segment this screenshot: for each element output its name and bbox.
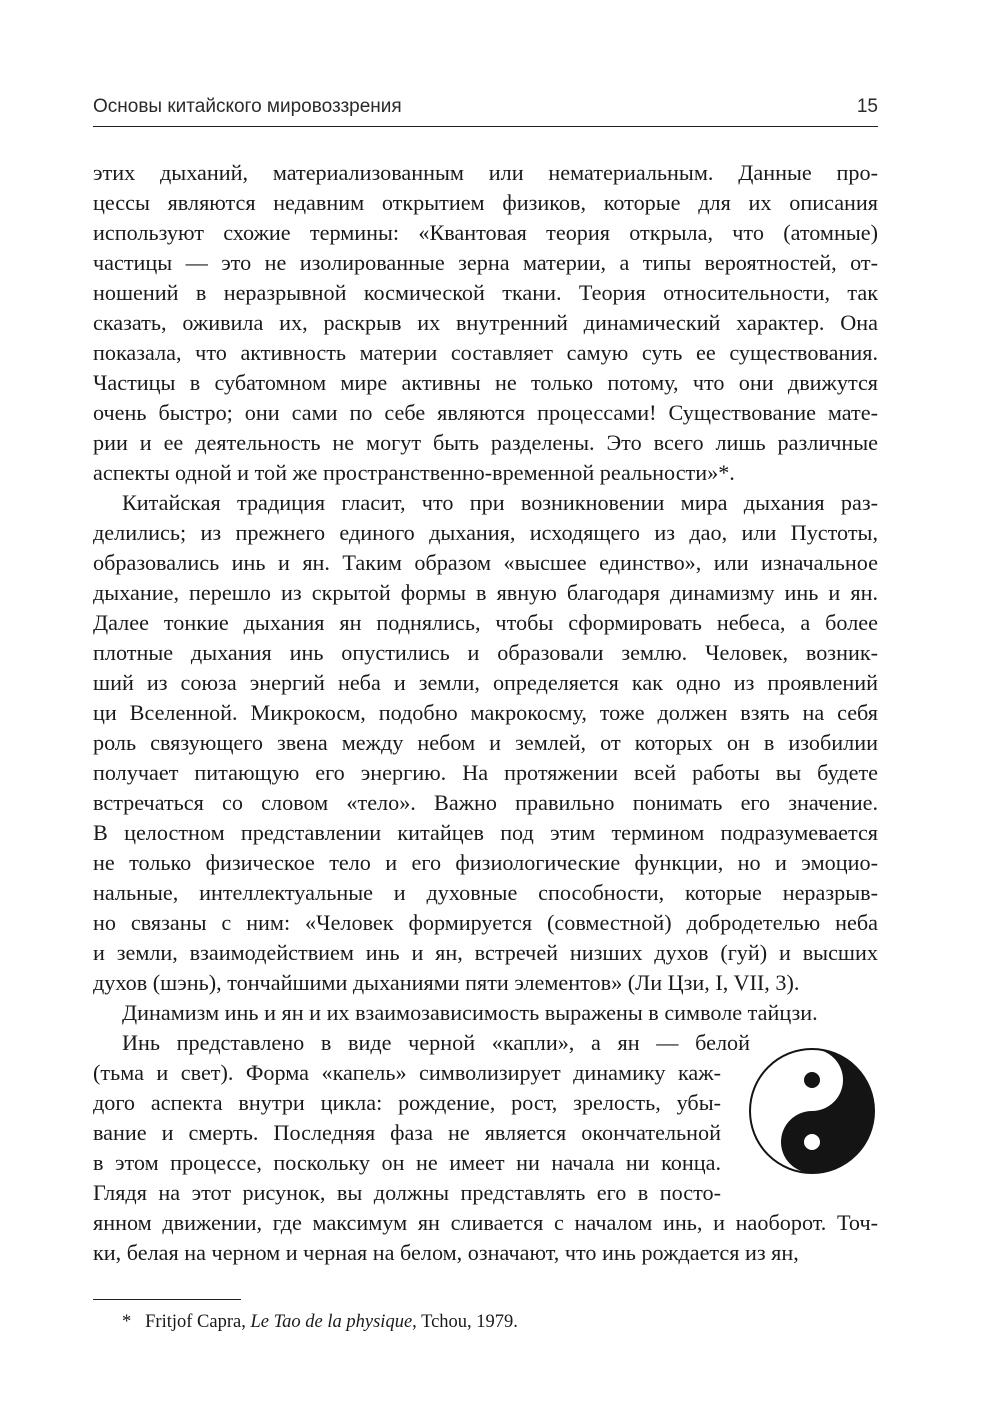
yin-yang-icon xyxy=(748,1047,876,1175)
text-line: В целостном представлении китайцев под этим термином подразумевается xyxy=(93,820,878,845)
text-line: этих дыханий, материализованным или нематериальным. Данные про- xyxy=(93,160,878,185)
footnote xyxy=(122,1310,518,1334)
text-line: Далее тонкие дыхания ян поднялись, чтобы сформировать небеса, а более xyxy=(93,610,878,635)
yin-eye-dot xyxy=(804,1134,820,1150)
text-line: плотные дыхания инь опустились и образовали землю. Человек, возник- xyxy=(93,640,878,665)
text-line: встречаться со словом «тело». Важно правильно понимать его значение. xyxy=(93,790,878,815)
text-line: в этом процессе, поскольку он не имеет ни начала ни конца. xyxy=(93,1150,721,1175)
running-head-title: Основы китайского мировоззрения xyxy=(93,96,402,117)
text-line: образовались инь и ян. Таким образом «высшее единство», или изначальное xyxy=(93,550,878,575)
text-line: рии и ее деятельность не могут быть разделены. Это всего лишь различные xyxy=(93,430,878,455)
text-line: сказать, оживила их, раскрыв их внутренний динамический характер. Она xyxy=(93,310,878,335)
text-line: цессы являются недавним открытием физиков, которые для их описания xyxy=(93,190,878,215)
text-line: нальные, интеллектуальные и духовные способности, которые неразрыв- xyxy=(93,880,878,905)
text-line: роль связующего звена между небом и землей, от которых он в изобилии xyxy=(93,730,878,755)
text-line: Глядя на этот рисунок, вы должны представлять его в посто- xyxy=(93,1180,721,1205)
text-line: показала, что активность материи составляет самую суть ее существования. xyxy=(93,340,878,365)
text-line: дыхание, перешло из скрытой формы в явную благодаря динамизму инь и ян. xyxy=(93,580,878,605)
text-line: получает питающую его энергию. На протяжении всей работы вы будете xyxy=(93,760,878,785)
text-line: Частицы в субатомном мире активны не только потому, что они движутся xyxy=(93,370,878,395)
footnote-rule xyxy=(93,1299,241,1300)
text-line: дого аспекта внутри цикла: рождение, рост, зрелость, убы- xyxy=(93,1090,721,1115)
text-line: янном движении, где максимум ян сливается с началом инь, и наоборот. Точ- xyxy=(93,1210,878,1235)
text-line: используют схожие термины: «Квантовая теория открыла, что (атомные) xyxy=(93,220,878,245)
footnote-book-title: Le Tao de la physique xyxy=(250,1312,413,1332)
text-line: вание и смерть. Последняя фаза не является окончательной xyxy=(93,1120,721,1145)
running-head xyxy=(93,96,878,124)
text-line: очень быстро; они сами по себе являются процессами! Существование мате- xyxy=(93,400,878,425)
text-line: Инь представлено в виде черной «капли», а ян — белой xyxy=(122,1030,750,1055)
text-line: ци Вселенной. Микрокосм, подобно макрокосму, тоже должен взять на себя xyxy=(93,700,878,725)
footnote-marker: * xyxy=(122,1312,132,1332)
text-line: не только физическое тело и его физиологические функции, но и эмоцио- xyxy=(93,850,878,875)
text-line: духов (шэнь), тончайшими дыханиями пяти элементов» (Ли Цзи, I, VII, 3). xyxy=(93,970,800,995)
text-line: но связаны с ним: «Человек формируется (совместной) добродетелью неба xyxy=(93,910,878,935)
text-line: ношений в неразрывной космической ткани. Теория относительности, так xyxy=(93,280,878,305)
text-line: ки, белая на черном и черная на белом, означают, что инь рождается из ян, xyxy=(93,1240,799,1265)
text-line: делились; из прежнего единого дыхания, исходящего из дао, или Пустоты, xyxy=(93,520,878,545)
text-line: частицы — это не изолированные зерна материи, а типы вероятностей, от- xyxy=(93,250,878,275)
text-line: аспекты одной и той же пространственно-временной реальности»*. xyxy=(93,460,735,485)
text-line: Динамизм инь и ян и их взаимозависимость выражены в символе тайцзи. xyxy=(122,1000,818,1025)
footnote-publisher: , Tchou, 1979. xyxy=(412,1312,518,1332)
text-line: и земли, взаимодействием инь и ян, встречей низших духов (гуй) и высших xyxy=(93,940,878,965)
yang-eye-dot xyxy=(804,1072,820,1088)
text-line: ший из союза энергий неба и земли, определяется как одно из проявлений xyxy=(93,670,878,695)
header-rule xyxy=(93,126,878,127)
page-number: 15 xyxy=(856,96,878,117)
text-line: (тьма и свет). Форма «капель» символизирует динамику каж- xyxy=(93,1060,721,1085)
footnote-author: Fritjof Capra, xyxy=(145,1312,246,1332)
text-line: Китайская традиция гласит, что при возникновении мира дыхания раз- xyxy=(122,490,878,515)
